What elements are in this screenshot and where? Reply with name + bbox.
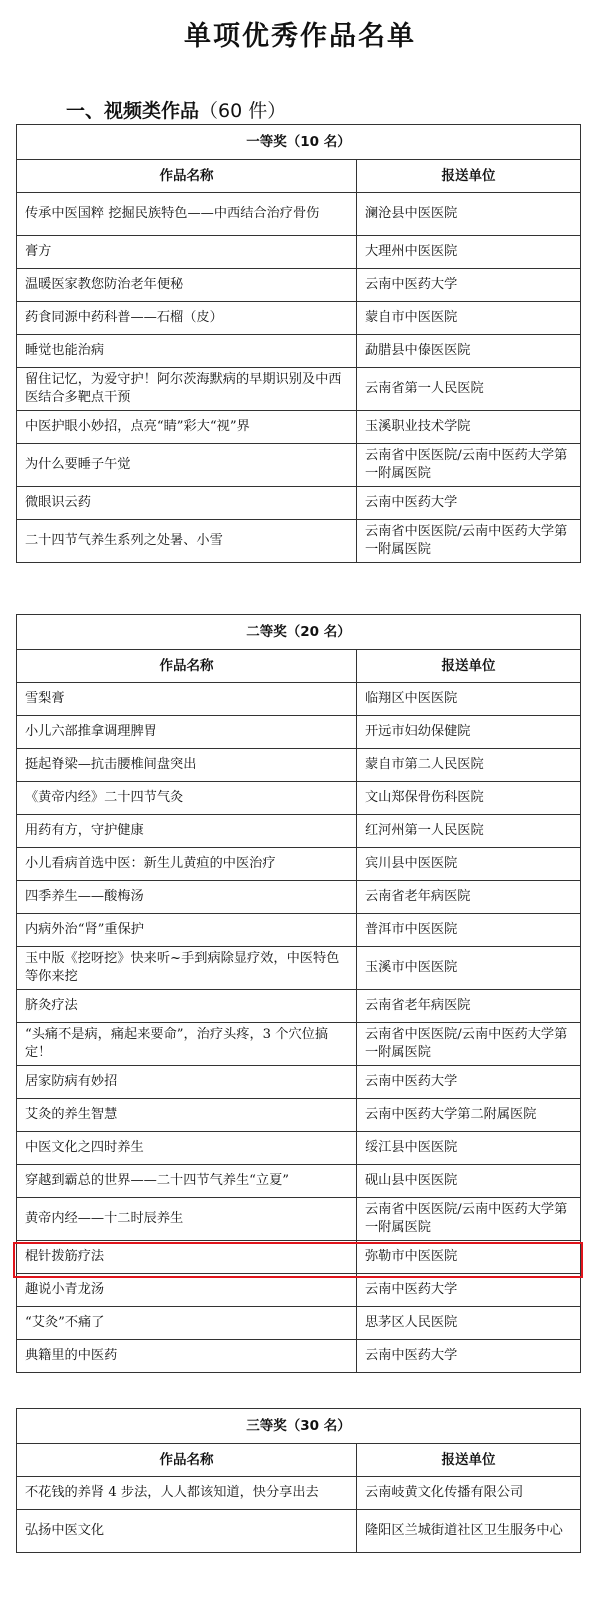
work-name-cell: 玉中版《挖呀挖》快来听~手到病除显疗效，中医特色等你来挖 [17, 947, 357, 990]
work-name-cell: 传承中医国粹 挖掘民族特色——中西结合治疗骨伤 [17, 193, 357, 236]
unit-cell: 玉溪职业技术学院 [357, 411, 581, 444]
unit-cell: 隆阳区兰城街道社区卫生服务中心 [357, 1510, 581, 1553]
first-prize-table [16, 124, 581, 563]
table-row [17, 1099, 581, 1132]
table-row [17, 411, 581, 444]
prize-row [17, 615, 581, 650]
work-name-cell: 典籍里的中医药 [17, 1340, 357, 1373]
work-name-cell: 温暖医家教您防治老年便秘 [17, 269, 357, 302]
work-name-cell: 睡觉也能治病 [17, 335, 357, 368]
table-row [17, 335, 581, 368]
table-row [17, 444, 581, 487]
table-row [17, 487, 581, 520]
work-name-cell: “头痛不是病，痛起来要命”，治疗头疼，3 个穴位搞定！ [17, 1023, 357, 1066]
page-title: 单项优秀作品名单 [184, 21, 416, 52]
column-header-unit: 报送单位 [357, 1444, 581, 1477]
work-name-cell: 脐灸疗法 [17, 990, 357, 1023]
section-count: （60 件） [199, 100, 287, 122]
table-row [17, 1274, 581, 1307]
work-name-cell: 弘扬中医文化 [17, 1510, 357, 1553]
unit-cell: 宾川县中医医院 [357, 848, 581, 881]
work-name-cell: 居家防病有妙招 [17, 1066, 357, 1099]
unit-cell: 大理州中医医院 [357, 236, 581, 269]
unit-cell: 云南省第一人民医院 [357, 368, 581, 411]
work-name-cell: 黄帝内经——十二时辰养生 [17, 1198, 357, 1241]
table-row [17, 1510, 581, 1553]
table-row [17, 1477, 581, 1510]
work-name-cell: 四季养生——酸梅汤 [17, 881, 357, 914]
work-name-cell: 药食同源中药科普——石榴（皮） [17, 302, 357, 335]
header-row [17, 650, 581, 683]
unit-cell: 云南省老年病医院 [357, 881, 581, 914]
work-name-cell: 《黄帝内经》二十四节气灸 [17, 782, 357, 815]
unit-cell: 思茅区人民医院 [357, 1307, 581, 1340]
unit-cell: 弥勒市中医医院 [357, 1241, 581, 1274]
table-row [17, 236, 581, 269]
table-row [17, 1307, 581, 1340]
work-name-cell: 小儿六部推拿调理脾胃 [17, 716, 357, 749]
prize-heading: 二等奖（20 名） [17, 615, 581, 650]
work-name-cell: 留住记忆，为爱守护！阿尔茨海默病的早期识别及中西医结合多靶点干预 [17, 368, 357, 411]
second-prize-table [16, 614, 581, 1373]
unit-cell: 勐腊县中傣医医院 [357, 335, 581, 368]
work-name-cell: 膏方 [17, 236, 357, 269]
header-row [17, 1444, 581, 1477]
unit-cell: 临翔区中医医院 [357, 683, 581, 716]
work-name-cell: 用药有方，守护健康 [17, 815, 357, 848]
table-row [17, 914, 581, 947]
table-row [17, 1241, 581, 1274]
unit-cell: 云南中医药大学 [357, 487, 581, 520]
unit-cell: 云南省中医医院/云南中医药大学第一附属医院 [357, 1198, 581, 1241]
work-name-cell: 穿越到霸总的世界——二十四节气养生“立夏” [17, 1165, 357, 1198]
work-name-cell: 二十四节气养生系列之处暑、小雪 [17, 520, 357, 563]
header-row [17, 160, 581, 193]
table-row [17, 1023, 581, 1066]
work-name-cell: 内病外治“肾”重保护 [17, 914, 357, 947]
unit-cell: 玉溪市中医医院 [357, 947, 581, 990]
unit-cell: 绥江县中医医院 [357, 1132, 581, 1165]
table-row [17, 990, 581, 1023]
work-name-cell: 为什么要睡子午觉 [17, 444, 357, 487]
table-row [17, 716, 581, 749]
unit-cell: 蒙自市中医医院 [357, 302, 581, 335]
table-row [17, 193, 581, 236]
prize-row [17, 1409, 581, 1444]
column-header-work-name: 作品名称 [17, 650, 357, 683]
prize-row [17, 125, 581, 160]
unit-cell: 澜沧县中医医院 [357, 193, 581, 236]
unit-cell: 云南中医药大学 [357, 1066, 581, 1099]
column-header-work-name: 作品名称 [17, 1444, 357, 1477]
table-row [17, 749, 581, 782]
table-row [17, 302, 581, 335]
prize-heading: 三等奖（30 名） [17, 1409, 581, 1444]
table-row [17, 1165, 581, 1198]
table-row [17, 1198, 581, 1241]
unit-cell: 云南省中医医院/云南中医药大学第一附属医院 [357, 444, 581, 487]
table-row [17, 520, 581, 563]
unit-cell: 蒙自市第二人民医院 [357, 749, 581, 782]
table-row [17, 782, 581, 815]
work-name-cell: “艾灸”不痛了 [17, 1307, 357, 1340]
work-name-cell: 趣说小青龙汤 [17, 1274, 357, 1307]
column-header-work-name: 作品名称 [17, 160, 357, 193]
unit-cell: 红河州第一人民医院 [357, 815, 581, 848]
section-label: 一、视频类作品 [66, 100, 200, 122]
work-name-cell: 中医文化之四时养生 [17, 1132, 357, 1165]
table-row [17, 368, 581, 411]
unit-cell: 云南中医药大学 [357, 1340, 581, 1373]
table-row [17, 1132, 581, 1165]
table-row [17, 848, 581, 881]
unit-cell: 砚山县中医医院 [357, 1165, 581, 1198]
prize-heading: 一等奖（10 名） [17, 125, 581, 160]
table-row [17, 815, 581, 848]
work-name-cell: 微眼识云药 [17, 487, 357, 520]
column-header-unit: 报送单位 [357, 650, 581, 683]
unit-cell: 云南省中医医院/云南中医药大学第一附属医院 [357, 1023, 581, 1066]
unit-cell: 开远市妇幼保健院 [357, 716, 581, 749]
unit-cell: 云南中医药大学第二附属医院 [357, 1099, 581, 1132]
work-name-cell: 小儿看病首选中医：新生儿黄疸的中医治疗 [17, 848, 357, 881]
unit-cell: 云南中医药大学 [357, 1274, 581, 1307]
table-row [17, 1340, 581, 1373]
table-row [17, 881, 581, 914]
table-row [17, 1066, 581, 1099]
unit-cell: 云南中医药大学 [357, 269, 581, 302]
unit-cell: 普洱市中医医院 [357, 914, 581, 947]
unit-cell: 文山郑保骨伤科医院 [357, 782, 581, 815]
unit-cell: 云南省老年病医院 [357, 990, 581, 1023]
work-name-cell: 艾灸的养生智慧 [17, 1099, 357, 1132]
table-row [17, 269, 581, 302]
work-name-cell: 不花钱的养肾 4 步法，人人都该知道，快分享出去 [17, 1477, 357, 1510]
third-prize-table [16, 1408, 581, 1553]
unit-cell: 云南岐黄文化传播有限公司 [357, 1477, 581, 1510]
unit-cell: 云南省中医医院/云南中医药大学第一附属医院 [357, 520, 581, 563]
work-name-cell: 挺起脊梁—抗击腰椎间盘突出 [17, 749, 357, 782]
work-name-cell: 棍针拨筋疗法 [17, 1241, 357, 1274]
work-name-cell: 中医护眼小妙招，点亮“睛”彩大“视”界 [17, 411, 357, 444]
section-title [66, 96, 286, 123]
work-name-cell: 雪梨膏 [17, 683, 357, 716]
table-row [17, 947, 581, 990]
table-row [17, 683, 581, 716]
column-header-unit: 报送单位 [357, 160, 581, 193]
